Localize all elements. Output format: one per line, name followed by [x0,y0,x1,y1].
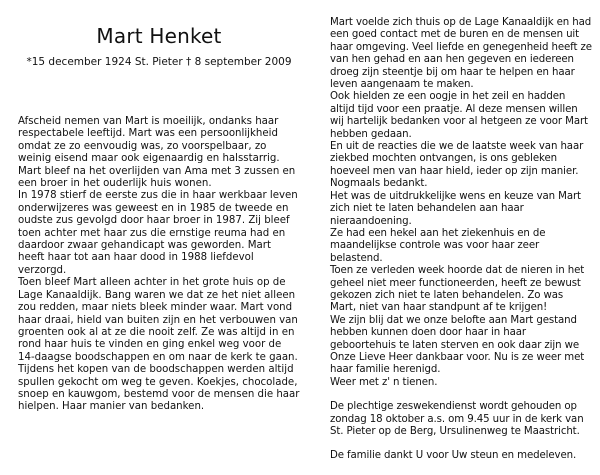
paragraph: Tijdens het kopen van de boodschappen werden altijd spullen gekocht om weg te geven. Koekjes, chocolade, snoep en kauwgom, bestemd voor de mensen die haar hielpen. Haar manier van bedanken. [18,364,300,413]
paragraph: Weer met z' n tienen. [330,376,438,388]
spacer [330,389,592,401]
spacer [330,438,592,450]
deceased-name: Mart Henket [96,24,222,48]
family-thanks: De familie dankt U voor Uw steun en medeleven. [330,450,577,462]
paragraph: In 1978 stierf de eerste zus die in haar werkbaar leven onderwijzeres was geweest en in 1985 de tweede en oudste zus gevolgd door haar broer in 1987. Zij bleef toen achter met haar zus die ernstige reuma had en daardoor zwaar gehandicapt was geworden. Mart heeft haar tot aan haar dood in 1988 liefdevol verzorgd. [18,190,298,276]
paragraph: En uit de reacties die we de laatste week van haar ziekbed mochten ontvangen, is ons gebleken hoeveel men van haar hield, ieder op zijn manier. Nogmaals bedankt. [330,141,584,190]
service-announcement: De plechtige zeswekendienst wordt gehouden op zondag 18 oktober a.s. om 9.45 uur in de kerk van St. Pieter op de Berg, Ursulinenweg te Maastricht. [330,401,584,437]
right-column-text [330,17,592,463]
paragraph: Afscheid nemen van Mart is moeilijk, ondanks haar respectabele leeftijd. Mart was een persoonlijkheid omdat ze zo eenvoudig was, zo voorspelbaar, zo weinig eisend maar ook eigenaardig en halsstarrig. [18,116,280,165]
paragraph: Mart voelde zich thuis op de Lage Kanaaldijk en had een goed contact met de buren en de mensen uit haar omgeving. Veel liefde en genegenheid heeft ze van hen gehad en aan hen gegeven en iedereen droeg zijn steentje bij om haar te helpen en haar leven aangenaam te maken. [330,17,592,91]
paragraph: Toen ze verleden week hoorde dat de nieren in het geheel niet meer functioneerden, heeft ze bewust gekozen zich niet te laten behandelen. Zo was Mart, niet van haar standpunt af te krijgen! [330,265,585,314]
left-column-text [18,116,300,414]
paragraph: Het was de uitdrukkelijke wens en keuze van Mart zich niet te laten behandelen aan haar nieraandoening. [330,190,581,227]
life-dates: *15 december 1924 St. Pieter † 8 september 2009 [26,56,292,68]
paragraph: Ze had een hekel aan het ziekenhuis en de maandelijkse controle was voor haar zeer belastend. [330,227,546,264]
paragraph: Toen bleef Mart alleen achter in het grote huis op de Lage Kanaaldijk. Bang waren we dat ze het niet alleen zou redden, maar niets bleek minder waar. Mart vond haar draai, hield van buiten zijn en het verbouwen van groenten ook al at ze die nooit zelf. Ze was altijd in en rond haar huis te vinden en ging enkel weg voor de 14-daagse boodschappen en om naar de kerk te gaan. [18,277,298,363]
paragraph: Mart bleef na het overlijden van Ama met 3 zussen en een broer in het ouderlijk huis wonen. [18,165,296,190]
paragraph: We zijn blij dat we onze belofte aan Mart gestand hebben kunnen doen door haar in haar geboortehuis te laten sterven en ook daar zijn we Onze Lieve Heer dankbaar voor. Nu is ze weer met haar familie herenigd. [330,314,585,376]
paragraph: Ook hielden ze een oogje in het zeil en hadden altijd tijd voor een praatje. Al deze mensen willen wij hartelijk bedanken voor al hetgeen ze voor Mart hebben gedaan. [330,91,588,140]
